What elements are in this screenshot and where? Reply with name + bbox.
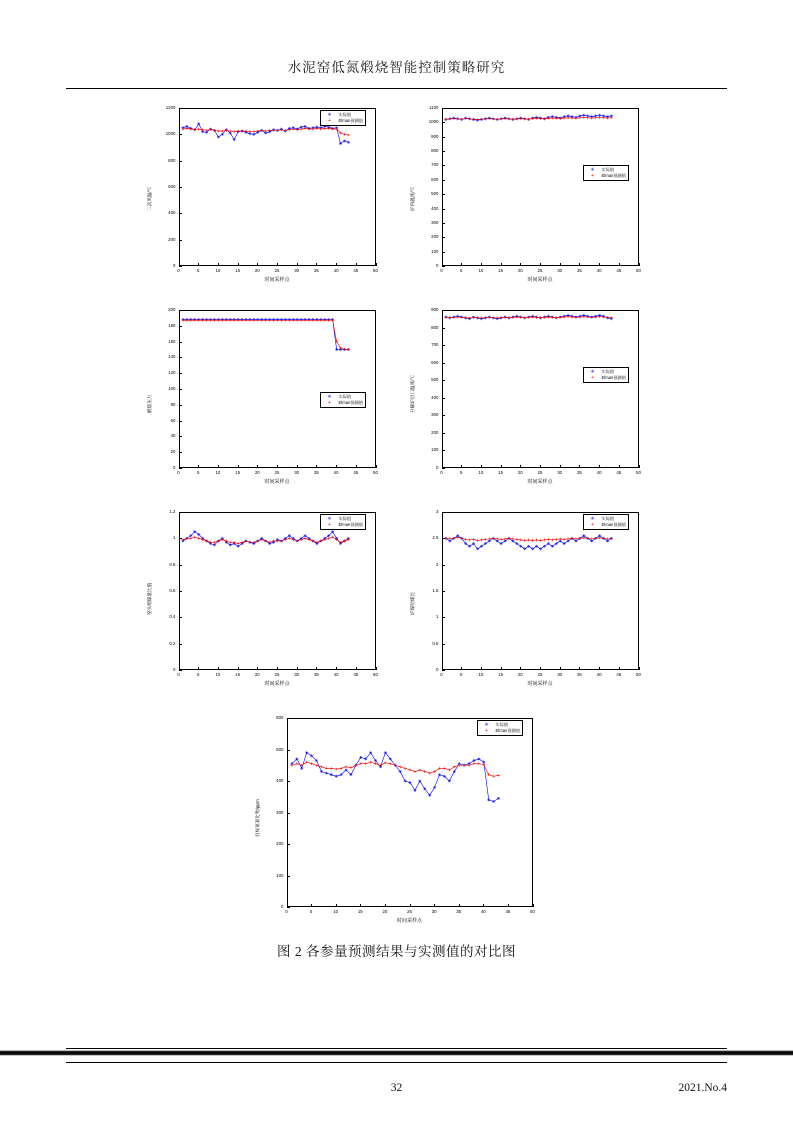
chart-legend [320, 392, 366, 408]
header-divider [66, 88, 727, 89]
y-tick-label: 300 [431, 219, 439, 225]
x-tick-label: 50 [373, 268, 378, 273]
series-layer [406, 100, 651, 290]
y-tick-label: 600 [168, 184, 176, 189]
legend-item-predicted [586, 522, 626, 528]
legend-item-predicted [586, 375, 626, 381]
figure-caption: 图 2 各参量预测结果与实测值的对比图 [277, 944, 516, 959]
x-tick-label: 30 [294, 672, 300, 677]
y-tick-label: 500 [431, 377, 439, 383]
x-tick-label: 0 [440, 470, 443, 475]
x-tick-label: 5 [196, 672, 200, 677]
legend-marker-measured-icon: ✳ [327, 112, 332, 118]
legend-label-measured: 实际值 [601, 368, 615, 374]
x-tick-label: 25 [537, 268, 543, 273]
x-tick-label: 50 [373, 470, 378, 475]
x-tick-label: 40 [333, 470, 339, 475]
legend-label-predicted: Elman预测值 [338, 400, 363, 406]
x-tick-label: 40 [480, 909, 486, 914]
x-tick-label: 10 [215, 470, 221, 475]
series-layer [143, 504, 388, 694]
legend-marker-predicted-icon: + [328, 118, 331, 124]
chart-legend [320, 110, 366, 126]
x-tick-label: 15 [235, 470, 241, 475]
y-tick-label: 0 [436, 263, 439, 268]
y-tick-label: 0 [436, 465, 439, 470]
x-tick-label: 40 [333, 268, 339, 273]
x-tick-label: 20 [254, 470, 260, 475]
legend-item-predicted [586, 173, 626, 179]
x-tick-label: 30 [557, 268, 563, 273]
y-tick-label: 100 [431, 248, 439, 254]
y-tick-label: 0.2 [169, 640, 176, 646]
x-tick-label: 15 [498, 672, 504, 677]
y-tick-label: 600 [431, 176, 439, 182]
x-tick-label: 20 [517, 672, 523, 677]
legend-label-predicted: Elman预测值 [601, 374, 626, 380]
x-tick-label: 0 [440, 268, 443, 273]
x-tick-label: 15 [235, 672, 241, 677]
x-tick-label: 35 [456, 909, 462, 914]
x-tick-label: 0 [177, 470, 180, 475]
y-tick-label: 1100 [429, 105, 439, 110]
legend-marker-measured-icon: ✳ [590, 516, 595, 522]
x-tick-label: 40 [333, 672, 339, 677]
legend-item-predicted [323, 522, 363, 528]
x-tick-label: 35 [313, 470, 319, 475]
y-axis-label: 目标氮氧化物/ppm [254, 798, 260, 837]
legend-marker-predicted-icon: + [328, 522, 331, 528]
legend-marker-predicted-icon: + [485, 728, 488, 734]
y-tick-label: 80 [170, 401, 176, 407]
legend-label-predicted: Elman预测值 [338, 522, 363, 527]
x-tick-label: 25 [274, 268, 280, 273]
x-tick-label: 5 [459, 470, 463, 475]
y-tick-label: 2.5 [432, 535, 439, 541]
x-tick-label: 5 [459, 268, 463, 273]
x-tick-label: 30 [294, 470, 300, 475]
y-tick-label: 0 [436, 667, 439, 672]
x-tick-label: 45 [353, 470, 359, 475]
y-axis-label: 窑头喂煤量比值 [146, 582, 152, 615]
y-tick-label: 0 [173, 465, 176, 470]
y-tick-label: 60 [170, 417, 176, 423]
x-tick-label: 50 [636, 268, 641, 273]
legend-item-predicted [323, 400, 363, 406]
x-tick-label: 20 [254, 672, 260, 677]
legend-label-measured: 实际值 [601, 516, 615, 521]
footer-band [0, 1040, 793, 1064]
x-tick-label: 5 [196, 268, 200, 273]
y-tick-label: 200 [168, 307, 176, 312]
x-tick-label: 10 [215, 672, 221, 677]
x-tick-label: 40 [596, 268, 602, 273]
x-tick-label: 45 [616, 470, 622, 475]
y-tick-label: 600 [431, 359, 439, 365]
y-tick-label: 120 [168, 370, 176, 376]
chart-legend [320, 514, 366, 530]
y-tick-label: 800 [168, 157, 176, 163]
y-tick-label: 300 [431, 412, 439, 418]
y-tick-label: 200 [276, 841, 284, 846]
y-tick-label: 0.4 [169, 614, 176, 620]
x-tick-label: 10 [478, 268, 484, 273]
y-tick-label: 100 [168, 386, 176, 391]
y-tick-label: 900 [431, 307, 439, 312]
chart-row-3 [0, 504, 793, 694]
y-tick-label: 700 [431, 162, 439, 168]
x-tick-label: 30 [431, 909, 437, 914]
y-tick-label: 0 [173, 263, 176, 268]
y-tick-label: 3 [436, 509, 439, 514]
x-tick-label: 50 [373, 672, 378, 677]
y-tick-label: 40 [170, 433, 176, 439]
y-tick-label: 1000 [428, 119, 439, 125]
legend-marker-predicted-icon: + [328, 400, 331, 407]
legend-label-measured: 实际值 [338, 112, 352, 117]
x-axis-label: 时间采样点 [527, 479, 553, 485]
x-tick-label: 45 [616, 268, 622, 273]
y-tick-label: 1 [436, 614, 439, 620]
x-tick-label: 15 [498, 470, 504, 475]
y-tick-label: 200 [168, 236, 176, 242]
y-tick-label: 1200 [165, 105, 176, 110]
chart-coal-feed [143, 504, 388, 694]
legend-marker-measured-icon: ✳ [327, 516, 332, 522]
chart-kiln-inlet-temp [406, 302, 651, 492]
legend-marker-predicted-icon: + [591, 374, 594, 381]
x-tick-label: 15 [498, 268, 504, 273]
chart-furnace-coal [406, 504, 651, 694]
x-tick-label: 0 [177, 268, 180, 273]
footer-divider-bottom [66, 1062, 727, 1063]
x-tick-label: 0 [285, 909, 288, 914]
x-axis-label: 时间采样点 [396, 918, 422, 924]
legend-item-predicted [480, 728, 520, 734]
x-tick-label: 10 [215, 268, 221, 273]
x-tick-label: 40 [596, 672, 602, 677]
x-tick-label: 10 [478, 672, 484, 677]
x-tick-label: 45 [616, 672, 622, 677]
chart-kiln-pressure [143, 302, 388, 492]
legend-label-measured: 实际值 [338, 394, 352, 400]
chart-row-4 [0, 708, 793, 933]
x-tick-label: 40 [596, 470, 602, 475]
x-tick-label: 45 [353, 268, 359, 273]
footer-divider-top [66, 1048, 727, 1049]
y-tick-label: 160 [168, 338, 176, 344]
chart-legend [583, 514, 629, 530]
legend-label-measured: 实际值 [495, 722, 509, 727]
x-axis-label: 时间采样点 [264, 277, 290, 283]
chart-row-1 [0, 100, 793, 290]
x-tick-label: 35 [313, 672, 319, 677]
chart-decomp-temp [406, 100, 651, 290]
y-tick-label: 400 [431, 205, 439, 211]
x-tick-label: 5 [196, 470, 200, 475]
y-axis-label: 煅烧压力 [146, 394, 152, 413]
x-tick-label: 35 [313, 268, 319, 273]
x-tick-label: 0 [440, 672, 443, 677]
y-tick-label: 400 [168, 210, 176, 216]
y-tick-label: 1 [173, 535, 176, 541]
figure-grid [0, 100, 793, 933]
y-tick-label: 800 [431, 324, 439, 330]
x-tick-label: 20 [254, 268, 260, 273]
x-tick-label: 35 [576, 268, 582, 273]
chart-row-2 [0, 302, 793, 492]
chart-nox [247, 708, 547, 933]
x-axis-label: 时间采样点 [264, 479, 290, 485]
y-tick-label: 0 [173, 667, 176, 672]
y-tick-label: 900 [431, 133, 439, 139]
x-tick-label: 35 [576, 470, 582, 475]
y-tick-label: 200 [431, 234, 439, 240]
x-tick-label: 5 [459, 672, 463, 677]
x-tick-label: 30 [294, 268, 300, 273]
y-tick-label: 20 [170, 449, 176, 455]
y-tick-label: 100 [276, 872, 284, 878]
x-tick-label: 20 [517, 470, 523, 475]
x-tick-label: 35 [576, 672, 582, 677]
x-tick-label: 45 [505, 909, 511, 914]
y-tick-label: 200 [431, 429, 439, 435]
x-tick-label: 25 [407, 909, 412, 914]
y-tick-label: 0 [281, 904, 284, 909]
y-tick-label: 140 [168, 354, 176, 360]
y-tick-label: 1000 [165, 131, 176, 137]
x-tick-label: 45 [353, 672, 359, 677]
chart-kiln-temp [143, 100, 388, 290]
y-tick-label: 180 [168, 322, 176, 328]
y-tick-label: 300 [276, 809, 284, 815]
running-head: 水泥窑低氮煅烧智能控制策略研究 [287, 60, 506, 75]
x-tick-label: 50 [636, 470, 641, 475]
x-tick-label: 30 [557, 470, 563, 475]
legend-item-predicted [323, 118, 363, 124]
legend-marker-measured-icon: ✳ [590, 166, 595, 173]
y-tick-label: 700 [431, 342, 439, 348]
legend-label-predicted: Elman预测值 [601, 172, 626, 178]
x-tick-label: 5 [309, 909, 313, 914]
legend-label-predicted: Elman预测值 [338, 118, 363, 123]
legend-marker-predicted-icon: + [591, 522, 594, 528]
legend-label-measured: 实际值 [601, 166, 615, 172]
x-tick-label: 20 [517, 268, 523, 273]
series-layer [143, 100, 388, 290]
y-axis-label: 炉内温度/℃ [409, 186, 415, 211]
series-layer [406, 504, 651, 694]
y-tick-label: 2 [436, 561, 439, 567]
x-axis-label: 时间采样点 [527, 681, 553, 687]
x-axis-label: 时间采样点 [527, 277, 553, 283]
y-tick-label: 0.5 [432, 640, 439, 646]
page-number: 32 [390, 1082, 403, 1094]
y-axis-label: 二次风温/℃ [146, 186, 152, 211]
series-layer [406, 302, 651, 492]
y-tick-label: 0.6 [169, 588, 176, 593]
x-tick-label: 25 [274, 470, 280, 475]
y-tick-label: 400 [276, 778, 284, 783]
y-tick-label: 1.5 [432, 588, 439, 593]
legend-marker-measured-icon: ✳ [590, 368, 595, 375]
legend-marker-measured-icon: ✳ [484, 722, 489, 728]
x-tick-label: 25 [537, 672, 543, 677]
chart-legend [477, 720, 523, 736]
legend-marker-measured-icon: ✳ [327, 394, 332, 401]
series-layer [247, 708, 547, 933]
x-tick-label: 25 [274, 672, 280, 677]
y-axis-label: 分解炉出口温度/℃ [409, 374, 415, 413]
y-tick-label: 400 [431, 394, 439, 400]
y-tick-label: 500 [276, 746, 284, 752]
x-tick-label: 50 [530, 909, 535, 914]
chart-legend [583, 367, 629, 383]
x-tick-label: 10 [478, 470, 484, 475]
chart-legend [583, 165, 629, 181]
legend-label-measured: 实际值 [338, 516, 352, 521]
x-tick-label: 10 [333, 909, 339, 914]
y-tick-label: 800 [431, 148, 439, 154]
x-axis-label: 时间采样点 [264, 681, 290, 687]
x-tick-label: 15 [235, 268, 241, 273]
legend-marker-predicted-icon: + [591, 172, 594, 179]
x-tick-label: 25 [537, 470, 543, 475]
legend-label-predicted: Elman预测值 [601, 522, 626, 527]
x-tick-label: 15 [357, 909, 363, 914]
y-axis-label: 炉煤给煤比 [409, 592, 415, 615]
issue-label: 2021.No.4 [678, 1082, 727, 1094]
y-tick-label: 0.8 [169, 561, 176, 567]
y-tick-label: 1.2 [169, 509, 176, 514]
y-tick-label: 500 [431, 191, 439, 197]
y-tick-label: 100 [431, 447, 439, 453]
y-tick-label: 600 [276, 715, 284, 720]
legend-label-predicted: Elman预测值 [495, 728, 520, 733]
x-tick-label: 50 [636, 672, 641, 677]
x-tick-label: 20 [382, 909, 388, 914]
x-tick-label: 0 [177, 672, 180, 677]
x-tick-label: 30 [557, 672, 563, 677]
